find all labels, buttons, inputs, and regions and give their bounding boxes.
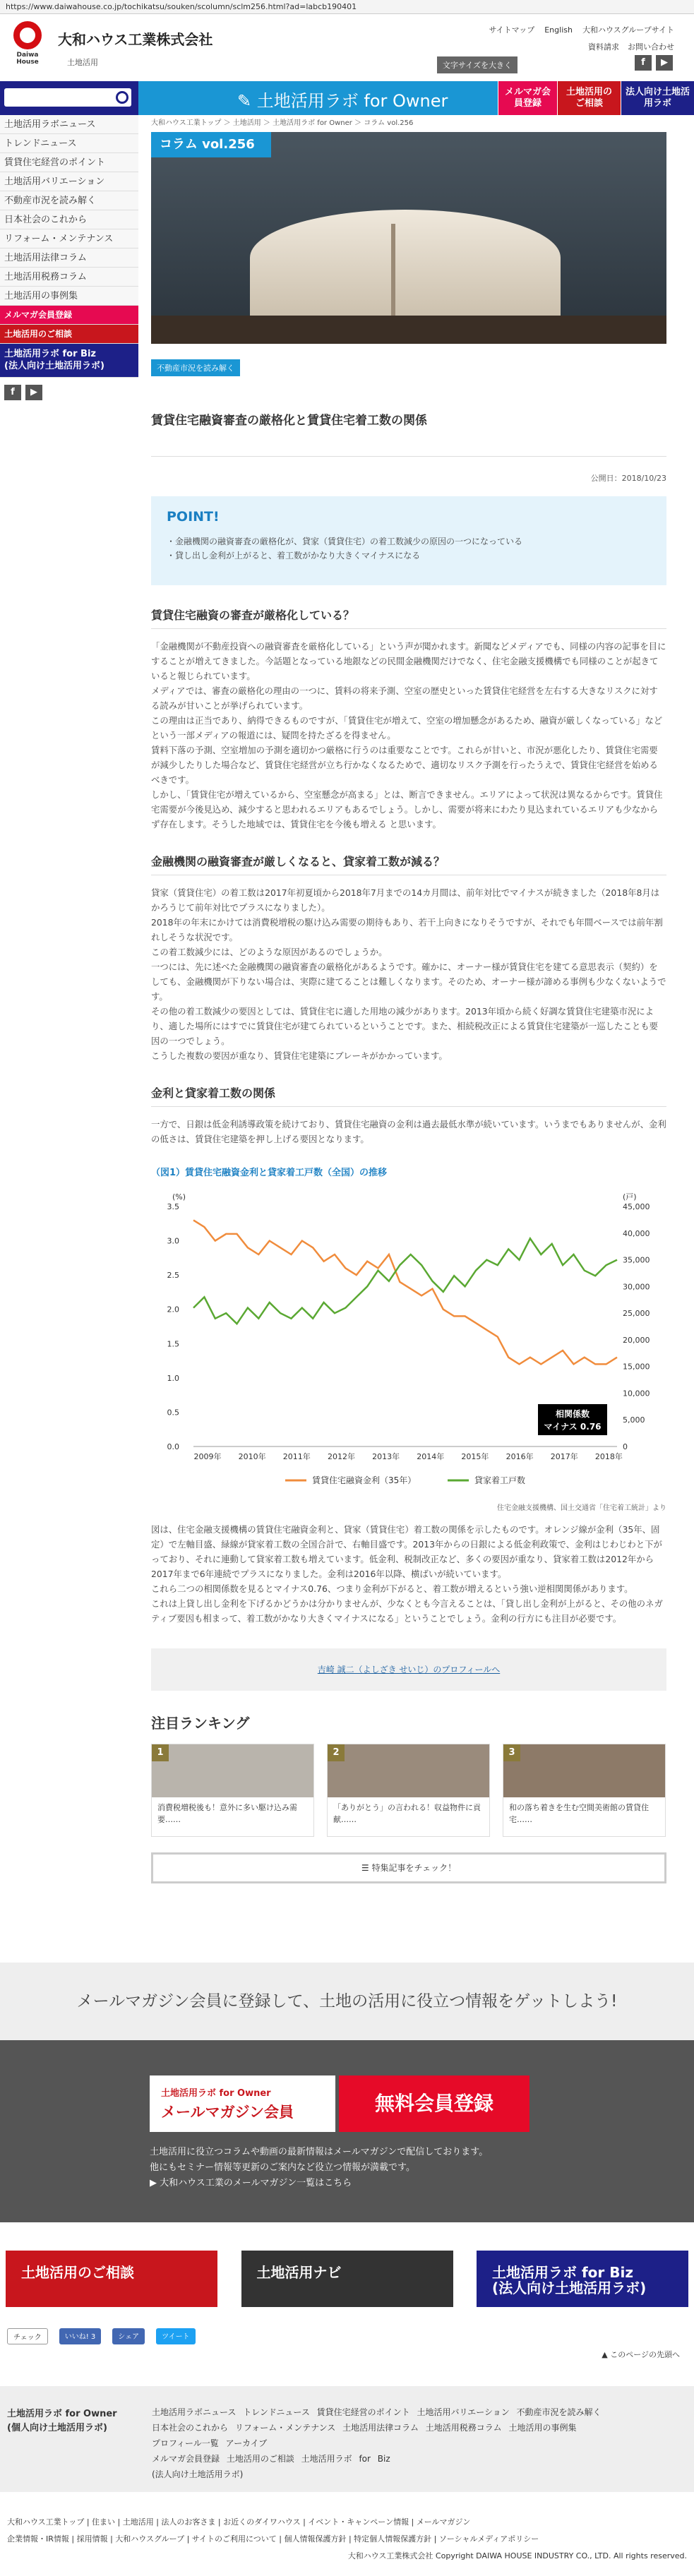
chart-title: （図1）賃貸住宅融資金利と貸家着工戸数（全国）の推移 bbox=[151, 1168, 388, 1178]
font-size-button[interactable]: 文字サイズを大きく bbox=[437, 56, 517, 73]
biz-nav-button[interactable]: 法人向け土地活用ラボ bbox=[621, 81, 694, 115]
footer-nav bbox=[0, 2386, 694, 2492]
y-right-tick: 20,000 bbox=[623, 1335, 650, 1345]
rank-text[interactable]: 「ありがとう」の言われる！収益物件に貢献…… bbox=[333, 1803, 481, 1824]
series-line-0 bbox=[193, 1220, 617, 1364]
sidebar-item[interactable]: 土地活用の事例集 bbox=[0, 287, 138, 306]
sidebar-item[interactable]: リフォーム・メンテナンス bbox=[0, 229, 138, 248]
y-right-tick: 35,000 bbox=[623, 1255, 650, 1265]
copyright: 大和ハウス工業株式会社 Copyright DAIWA HOUSE INDUSTRY CO., LTD. All rights reserved. bbox=[347, 2551, 687, 2560]
youtube-icon[interactable]: ▶ bbox=[656, 55, 673, 71]
group-link[interactable]: 大和ハウスグループサイト bbox=[582, 25, 674, 35]
y-right-tick: 40,000 bbox=[623, 1228, 650, 1238]
sidebar-item[interactable]: 土地活用バリエーション bbox=[0, 172, 138, 191]
section-heading: 賃貸住宅融資の審査が厳格化している？ bbox=[151, 606, 666, 629]
annotation-line: 相関係数 bbox=[555, 1409, 590, 1419]
facebook-icon[interactable]: f bbox=[4, 385, 21, 400]
x-tick: 2014年 bbox=[417, 1452, 445, 1461]
share-button[interactable]: シェア bbox=[112, 2328, 145, 2344]
y-left-tick: 0.0 bbox=[167, 1442, 179, 1451]
y-right-tick: 0 bbox=[623, 1442, 628, 1451]
footer-links[interactable]: 土地活用ラボニュース トレンドニュース 賃貸住宅経営のポイント 土地活用バリエーション 不動産市況を読み解く 日本社会のこれから リフォーム・メンテナンス 土地活用法律コラム 土地活用税務コラム 土地活用の事例集 プロフィール一覧 アーカイブ メルマガ会員登録 土地活用のご相談 土地活用ラボ for Biz (法人向け土地活用ラボ) bbox=[152, 2407, 602, 2479]
page-title: 賃貸住宅融資審査の厳格化と賃貸住宅着工数の関係 bbox=[151, 410, 666, 457]
column-label: コラム vol.256 bbox=[151, 132, 271, 157]
navi-cta[interactable]: 土地活用ナビ bbox=[241, 2251, 453, 2307]
contact-link[interactable]: お問い合わせ bbox=[628, 42, 674, 52]
profile-link[interactable]: 吉崎 誠二（よしざき せいじ）のプロフィールへ bbox=[151, 1648, 666, 1691]
sidebar-item[interactable]: トレンドニュース bbox=[0, 134, 138, 153]
facebook-icon[interactable]: f bbox=[635, 55, 652, 71]
x-tick: 2016年 bbox=[505, 1452, 534, 1461]
mailmag-section bbox=[0, 1963, 694, 2360]
mailmag-text[interactable]: 土地活用に役立つコラムや動画の最新情報はメールマガジンで配信しております。 他にもセミナー情報等更新のご案内など役立つ情報が満載です。 ▶ 大和ハウス工業のメールマガジン一覧はこちら bbox=[150, 2147, 489, 2188]
register-button[interactable]: 無料会員登録 bbox=[339, 2075, 530, 2132]
sidebar-mailmag-button[interactable]: メルマガ会員登録 bbox=[0, 306, 138, 325]
rate-vs-starts-chart bbox=[151, 1185, 666, 1499]
chart-svg bbox=[151, 1185, 666, 1496]
rank-number: 2 bbox=[328, 1744, 345, 1761]
breadcrumb[interactable]: 大和ハウス工業トップ ＞ 土地活用 ＞ 土地活用ラボ for Owner ＞ コラム vol.256 bbox=[151, 119, 414, 127]
x-tick: 2013年 bbox=[372, 1452, 400, 1461]
corp-name[interactable]: 大和ハウス工業株式会社 bbox=[58, 31, 213, 48]
hero-image bbox=[151, 132, 666, 344]
series-line-1 bbox=[193, 1238, 617, 1324]
y-left-unit: (%) bbox=[172, 1192, 186, 1202]
section-heading: 金融機関の融資審査が厳しくなると、貸家着工数が減る？ bbox=[151, 853, 666, 875]
legend-label: 貸家着工戸数 bbox=[474, 1475, 526, 1485]
ranking-card[interactable] bbox=[151, 1744, 314, 1837]
paragraph: 「金融機関が不動産投資への融資審査を厳格化している」という声が聞かれます。新聞などメディアでも、同様の内容の記事を目にすることが増えてきました。今話題となっている地銀などの民間金融機関だけでなく、住宅金融支援機構でも同様のことが起きていると報じられています。 メディアでは、審査の厳格化の理由の一つに、賃料の将来予測、空室の歴史といった賃貸住宅経営を左右する大きなリスクに対する読みが甘いことが挙げられています。 この理由は正当であり、納得できるものですが、「賃貸住宅が増えて、空室の増加懸念があるため、融資が厳しくなっている」などという一部メディアの報道には、疑問を持たざるを得ません。 賃料下落の予測、空室増加の予測を適切かつ厳格に行うのは重要なことです。これらが甘いと、市況が悪化したり、賃貸住宅需要が減少したりした場合など、賃貸住宅経営が立ち行かなくなるためで、適切なリスク予測を行ったうえで、賃貸住宅経営を始めるべきです。 しかし、「賃貸住宅が増えているから、空室懸念が高まる」とは、断言できません。エリアによって状況は異なるからです。賃貸住宅需要が今後見込め、減少すると思われるエリアもあるでしょう。しかし、需要が将来にわたり見込まれているエリアも少なからず存在します。そうした地域では、賃貸住宅を今後も増える と思います。 bbox=[151, 641, 666, 829]
rank-number: 1 bbox=[152, 1744, 169, 1761]
chart-source: 住宅金融支援機構、国土交通省「住宅着工統計」より bbox=[497, 1504, 666, 1512]
annotation-line: マイナス 0.76 bbox=[544, 1422, 602, 1432]
x-tick: 2011年 bbox=[282, 1452, 311, 1461]
y-right-tick: 5,000 bbox=[623, 1415, 645, 1425]
youtube-icon[interactable]: ▶ bbox=[25, 385, 42, 400]
legend-label: 賃貸住宅融資金利（35年） bbox=[312, 1475, 417, 1485]
pagetop-link[interactable]: ▲ このページの先頭へ bbox=[602, 2350, 680, 2359]
ranking-card[interactable] bbox=[503, 1744, 666, 1837]
section-label[interactable]: 土地活用 bbox=[67, 58, 98, 67]
article bbox=[151, 115, 666, 1883]
section-heading: 金利と貸家着工数の関係 bbox=[151, 1084, 666, 1107]
x-tick: 2012年 bbox=[327, 1452, 355, 1461]
sidebar-biz-button[interactable]: 土地活用ラボ for Biz (法人向け土地活用ラボ) bbox=[0, 344, 138, 378]
y-right-tick: 25,000 bbox=[623, 1309, 650, 1319]
sidebar-item[interactable]: 不動産市況を読み解く bbox=[0, 191, 138, 210]
point-box bbox=[151, 496, 666, 585]
sidebar-item[interactable]: 土地活用税務コラム bbox=[0, 268, 138, 287]
mailmag-nav-button[interactable]: メルマガ会員登録 bbox=[498, 81, 557, 115]
sidebar-item[interactable]: 日本社会のこれから bbox=[0, 210, 138, 229]
category-tag[interactable]: 不動産市況を読み解く bbox=[151, 359, 240, 376]
english-link[interactable]: English bbox=[544, 25, 573, 35]
y-right-unit: (戸) bbox=[623, 1192, 637, 1202]
y-left-tick: 3.0 bbox=[167, 1236, 179, 1246]
sidebar-item[interactable]: 土地活用ラボニュース bbox=[0, 115, 138, 134]
featured-button[interactable]: ☰ 特集記事をチェック！ bbox=[151, 1852, 666, 1883]
address-bar[interactable]: https://www.daiwahouse.co.jp/tochikatsu/souken/scolumn/sclm256.html?ad=labcb190401 bbox=[0, 0, 694, 14]
bottom-links-1[interactable]: 大和ハウス工業トップ | 住まい | 土地活用 | 法人のお客さま | お近くのダイワハウス | イベント・キャンペーン情報 | メールマガジン bbox=[7, 2517, 471, 2527]
sidebar-item[interactable]: 土地活用法律コラム bbox=[0, 248, 138, 268]
x-tick: 2017年 bbox=[550, 1452, 578, 1461]
y-left-tick: 0.5 bbox=[167, 1408, 179, 1418]
tweet-button[interactable]: ツイート bbox=[156, 2328, 196, 2344]
y-left-tick: 1.5 bbox=[167, 1339, 179, 1349]
y-left-tick: 1.0 bbox=[167, 1373, 179, 1383]
nav-title[interactable]: ✎ 土地活用ラボ for Owner bbox=[237, 91, 448, 111]
docs-link[interactable]: 資料請求 bbox=[588, 42, 619, 52]
mailmag-logo[interactable]: 土地活用ラボ for Owner メールマガジン会員 bbox=[150, 2075, 335, 2132]
x-tick: 2018年 bbox=[594, 1452, 623, 1461]
main-nav bbox=[0, 81, 694, 115]
sidebar-item[interactable]: 賃貸住宅経営のポイント bbox=[0, 153, 138, 172]
y-left-tick: 2.5 bbox=[167, 1271, 179, 1281]
search-input[interactable] bbox=[4, 88, 131, 107]
x-tick: 2009年 bbox=[193, 1452, 222, 1461]
rank-text[interactable]: 消費税増税後も！意外に多い駆け込み需要…… bbox=[157, 1803, 297, 1824]
rank-text[interactable]: 和の落ち着きを生む空間美術館の賃貸住宅…… bbox=[509, 1803, 649, 1824]
sitemap-link[interactable]: サイトマップ bbox=[489, 25, 535, 35]
sidebar-consult-button[interactable]: 土地活用のご相談 bbox=[0, 325, 138, 344]
like-button[interactable]: いいね! 3 bbox=[59, 2328, 102, 2344]
y-right-tick: 15,000 bbox=[623, 1362, 650, 1372]
bottom-links-2[interactable]: 企業情報・IR情報 | 採用情報 | 大和ハウスグループ | サイトのご利用について | 個人情報保護方針 | 特定個人情報保護方針 | ソーシャルメディアポリシー bbox=[7, 2534, 539, 2544]
sidebar bbox=[0, 115, 138, 407]
footer-title[interactable]: 土地活用ラボ for Owner (個人向け土地活用ラボ) bbox=[7, 2409, 117, 2433]
y-right-tick: 30,000 bbox=[623, 1282, 650, 1292]
biz-cta[interactable]: 土地活用ラボ for Biz (法人向け土地活用ラボ) bbox=[477, 2251, 688, 2307]
point-title: POINT! bbox=[167, 509, 220, 525]
point-item: ・貸し出し金利が上がると、着工数がかなり大きくマイナスになる bbox=[167, 551, 421, 561]
site-header bbox=[0, 14, 694, 81]
publish-date: 公開日：2018/10/23 bbox=[590, 474, 666, 483]
consult-cta[interactable]: 土地活用のご相談 bbox=[6, 2251, 217, 2307]
bottom-links bbox=[0, 2513, 694, 2564]
search-icon[interactable] bbox=[116, 91, 128, 104]
check-button[interactable]: チェック bbox=[7, 2328, 48, 2344]
x-tick: 2010年 bbox=[238, 1452, 266, 1461]
point-item: ・金融機関の融資審査の厳格化が、貸家（賃貸住宅）の着工数減少の原因の一つになっている bbox=[167, 537, 523, 546]
consult-nav-button[interactable]: 土地活用のご相談 bbox=[557, 81, 621, 115]
daiwa-logo[interactable]: Daiwa House bbox=[7, 21, 48, 64]
paragraph: 図は、住宅金融支援機構の賃貸住宅融資金利と、貸家（賃貸住宅）着工数の関係を示したものです。オレンジ線が金利（35年、固定）で左軸目盛、緑線が貸家着工数の全国合計で、右軸目盛です。2013年からの日銀による低金利政策で、金利はじわじわと下がっており、それに連動して貸家着工数も増えています。低金利、税制改正など、多くの要因が重なり、貸家着工数は2012年から2017年まで6年連続でプラスになりました。金利は2016年以降、横ばいが続いています。 これら二つの相関係数を見るとマイナス0.76、つまり金利が下がると、着工数が増えるという強い逆相関関係があります。 これは上貸し出し金利を下げるかどうかは分かりませんが、少なくとも今言えることは、「貸し出し金利が上がると、その他のネガティブ要因も相まって、着工数がかなり大きくマイナスになる」ということでしょう。金利の行方にも注目が必要です。 bbox=[151, 1524, 663, 1624]
y-right-tick: 10,000 bbox=[623, 1389, 650, 1398]
rank-number: 3 bbox=[503, 1744, 520, 1761]
x-tick: 2015年 bbox=[461, 1452, 489, 1461]
y-right-tick: 45,000 bbox=[623, 1202, 650, 1211]
ranking-card[interactable] bbox=[327, 1744, 490, 1837]
paragraph: 一方で、日銀は低金利誘導政策を続けており、賃貸住宅融資の金利は過去最低水準が続いています。いうまでもありませんが、金利の低さは、賃貸住宅建築を押し上げる要因となります。 bbox=[151, 1119, 666, 1144]
ranking-heading: 注目ランキング bbox=[151, 1715, 250, 1732]
paragraph: 貸家（賃貸住宅）の着工数は2017年初夏頃から2018年7月までの14カ月間は、前年対比でマイナスが続きました（2018年8月はかろうじて前年対比でプラスになりました）。 2018年の年末にかけては消費税増税の駆け込み需要の期待もあり、若干上向きになりそうですが、それでも年間ベースでは前年割れしそうな状況です。 この着工数減少には、どのような原因があるのでしょうか。 一つには、先に述べた金融機関の融資審査の厳格化があるようです。確かに、オーナー様が賃貸住宅を建てる意思表示（契約）をしても、金融機関が下りない場合は、実際に建てることは難しくなります。そのため、オーナー様が諦める事例も少なくないようです。 その他の着工数減少の要因としては、賃貸住宅に適した用地の減少があります。2013年頃から続く好調な賃貸住宅建築市況により、適した場所にはすでに賃貸住宅が建てられているということです。また、相続税改正による賃貸住宅建築が一巡したことも要因の一つでしょう。 こうした複数の要因が重なり、賃貸住宅建築にブレーキがかかっています。 bbox=[151, 887, 666, 1061]
y-left-tick: 3.5 bbox=[167, 1202, 179, 1211]
mailmag-heading: メールマガジン会員に登録して、土地の活用に役立つ情報をゲットしよう! bbox=[0, 1963, 694, 2040]
y-left-tick: 2.0 bbox=[167, 1305, 179, 1314]
